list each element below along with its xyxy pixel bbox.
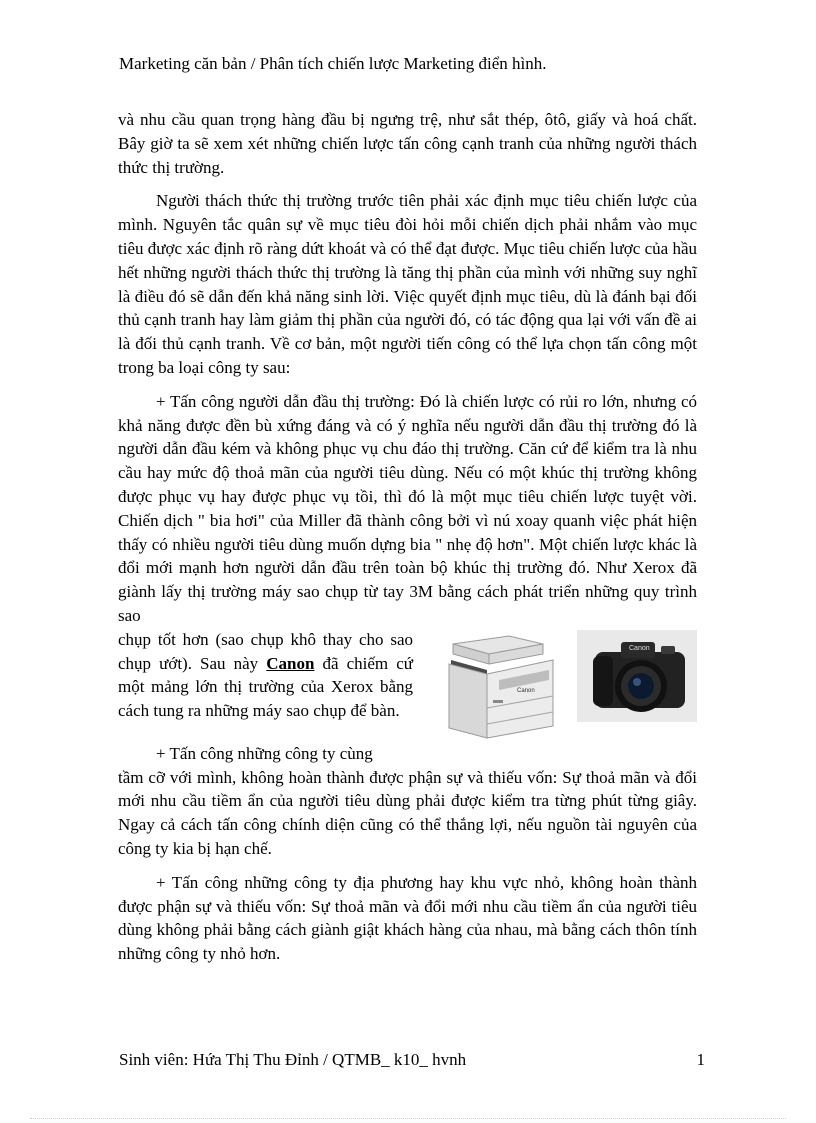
paragraph-4-start: + Tấn công những công ty cùng: [156, 743, 373, 763]
paragraph-1: và nhu cầu quan trọng hàng đầu bị ngưng trệ, như sắt thép, ôtô, giấy và hoá chất. Bây giờ ta sẽ xem xét những chiến lược tấn công cạnh tranh của những người thách thức thị trường.: [118, 110, 697, 177]
wrap-text-after: đã chiếm cứ một mảng lớn thị trường của Xerox bằng cách tung ra những máy sao chụp để bàn.: [118, 653, 413, 721]
copier-image: [439, 630, 563, 742]
canon-link[interactable]: Canon: [266, 653, 315, 673]
paragraph-5: + Tấn công những công ty địa phương hay khu vực nhỏ, không hoàn thành được phận sự và thiếu vốn: Sự thoả mãn và đổi mới nhu cầu tiềm ẩn của người tiêu dùng không phải bằng cách giành giật khách hàng của nhau, mà bằng cách thôn tính những công ty nhỏ hơn.: [118, 872, 697, 964]
camera-image: [577, 630, 697, 722]
copier-brand-label: Canon: [517, 687, 535, 694]
page-footer: [119, 1050, 705, 1070]
product-images: [439, 630, 697, 742]
wrap-text-before: chụp tốt hơn (sao chụp khô thay cho sao chụp ướt). Sau này: [118, 629, 413, 673]
page-header: Marketing căn bản / Phân tích chiến lược Marketing điển hình.: [119, 54, 547, 73]
document-body: [118, 108, 697, 976]
page-number: 1: [696, 1050, 705, 1069]
camera-brand-label: Canon: [629, 644, 650, 652]
paragraph-4: tầm cỡ với mình, không hoàn thành được phận sự và thiếu vốn: Sự thoả mãn và đổi mới nhu cầu tiềm ẩn của người tiêu dùng phải được kiểm tra từng phút từng giây. Ngay cả cách tấn công chính diện cũng có thể thắng lợi, nếu nguồn tài nguyên của công ty kia bị hạn chế.: [118, 767, 697, 858]
footer-author: Sinh viên: Hứa Thị Thu Đỉnh / QTMB_ k10_ hvnh: [119, 1050, 467, 1069]
paragraph-3: + Tấn công người dẫn đầu thị trường: Đó là chiến lược có rủi ro lớn, nhưng có khả năng được đền bù xứng đáng và có ý nghĩa nếu người dẫn đầu thị trường đó là người dẫn đầu kém và không phục vụ chu đáo thị trường. Căn cứ để kiểm tra là nhu cầu hay mức độ thoả mãn của người tiêu dùng. Nếu có một khúc thị trường không được phục vụ hay được phục vụ tồi, thì đó là một mục tiêu chiến lược tuyệt vời. Chiến dịch " bia hơi" của Miller đã thành công bởi vì nú xoay quanh việc phát hiện thấy có nhiều người tiêu dùng muốn dựng bia " nhẹ độ hơn". Một chiến lược khác là đổi mới mạnh hơn người dẫn đầu trên toàn bộ khúc thị trường đó. Như Xerox đã giành lấy thị trường máy sao chụp từ tay 3M bằng cách phát triển những quy trình sao: [118, 391, 697, 625]
image-wrap-block: [118, 628, 697, 742]
paragraph-3-wrapped-text: [118, 628, 413, 723]
paragraph-2: Người thách thức thị trường trước tiên phải xác định mục tiêu chiến lược của mình. Nguyên tắc quân sự về mục tiêu đòi hỏi mỗi chiến dịch phải nhắm vào mục tiêu được xác định rõ ràng dứt khoát và có thể đạt được. Mục tiêu chiến lược của hầu hết những người thách thức thị trường là tăng thị phần của mình với những suy nghĩ là điều đó sẽ dẫn đến khả năng sinh lời. Việc quyết định mục tiêu, dù là đánh bại đối thủ cạnh tranh hay làm giảm thị phần của người đó, có tác động qua lại với vấn đề ai là đối thủ cạnh tranh. Về cơ bản, một người tiến công có thể lựa chọn tấn công một trong ba loại công ty sau:: [118, 191, 697, 377]
page-bottom-divider: [30, 1118, 786, 1119]
